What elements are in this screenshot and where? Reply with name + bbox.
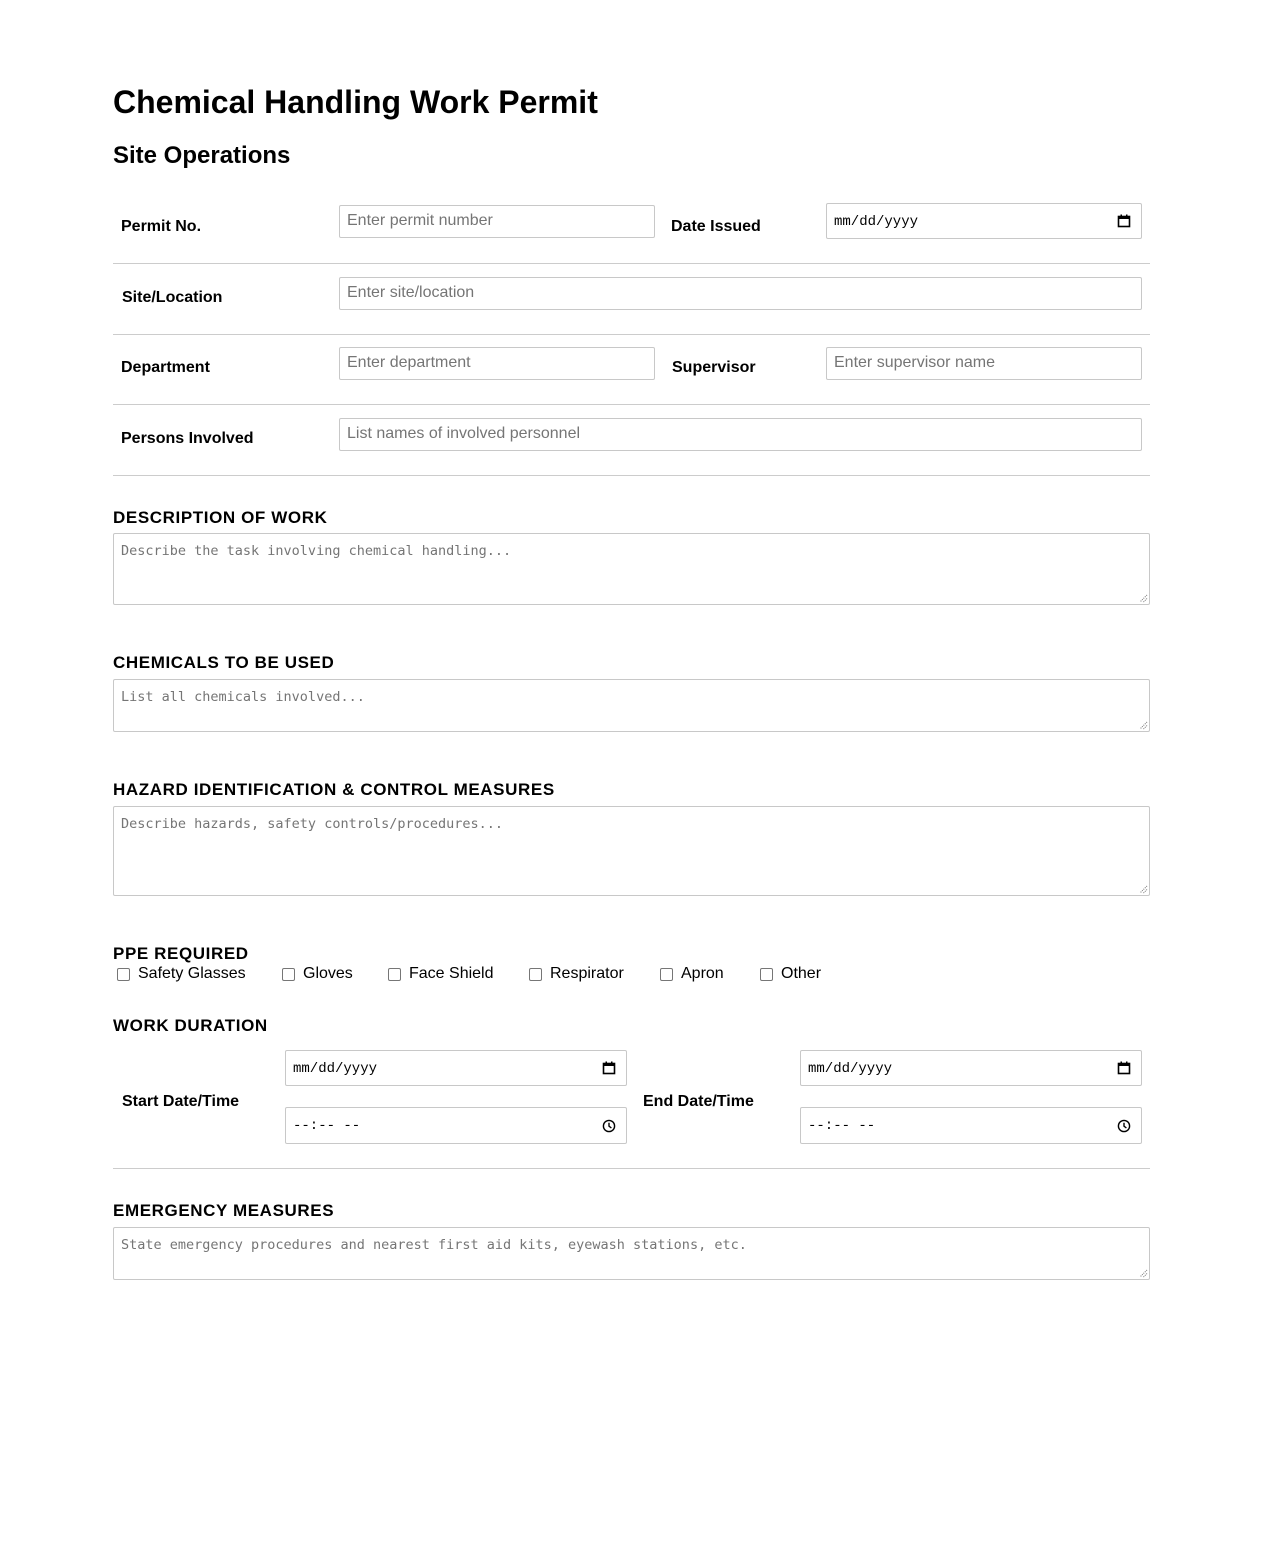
hazards-placeholder: Describe hazards, safety controls/procedures... [121,816,504,832]
site-location-label: Site/Location [122,289,223,306]
chemicals-heading: CHEMICALS TO BE USED [113,653,335,672]
department-input[interactable]: Enter department [339,347,655,380]
description-placeholder: Describe the task involving chemical handling... [121,543,512,559]
start-date-input[interactable] [285,1050,627,1086]
checkbox[interactable] [388,968,401,981]
clock-icon[interactable] [1117,1119,1131,1133]
emergency-placeholder: State emergency procedures and nearest first aid kits, eyewash stations, etc. [121,1237,747,1253]
checkbox[interactable] [529,968,542,981]
site-location-input[interactable]: Enter site/location [339,277,1142,310]
resize-handle-icon[interactable] [1138,720,1148,730]
row-department-supervisor [113,335,1150,405]
clock-icon[interactable] [602,1119,616,1133]
end-datetime-label: End Date/Time [643,1093,754,1110]
permit-no-input[interactable]: Enter permit number [339,205,655,238]
page-title: Chemical Handling Work Permit [113,84,598,120]
emergency-heading: EMERGENCY MEASURES [113,1201,335,1220]
end-time-input[interactable] [800,1107,1142,1144]
checkbox[interactable] [117,968,130,981]
end-time-value: --:-- -- [808,1118,876,1134]
permit-no-label: Permit No. [121,218,202,235]
ppe-option-respirator[interactable] [529,964,624,984]
resize-handle-icon[interactable] [1138,884,1148,894]
ppe-option-other[interactable] [760,964,821,984]
supervisor-label: Supervisor [672,359,756,376]
ppe-option-label: Gloves [303,965,353,982]
start-time-value: --:-- -- [293,1118,361,1134]
row-permit-date [113,193,1150,264]
ppe-option-gloves[interactable] [282,964,353,984]
resize-handle-icon[interactable] [1138,1268,1148,1278]
ppe-option-label: Apron [681,965,724,982]
checkbox[interactable] [660,968,673,981]
chemicals-textarea[interactable] [113,679,1150,732]
ppe-option-apron[interactable] [660,964,724,984]
end-date-value: mm/dd/yyyy [808,1061,893,1077]
date-issued-input[interactable] [826,203,1142,239]
start-time-input[interactable] [285,1107,627,1144]
checkbox[interactable] [282,968,295,981]
ppe-option-label: Respirator [550,965,624,982]
emergency-textarea[interactable] [113,1227,1150,1280]
row-work-duration [113,1040,1150,1169]
page-subtitle: Site Operations [113,142,291,169]
start-datetime-label: Start Date/Time [122,1093,240,1110]
ppe-option-label: Other [781,965,822,982]
calendar-icon[interactable] [1117,214,1131,228]
ppe-option-face-shield[interactable] [388,964,494,984]
calendar-icon[interactable] [1117,1061,1131,1075]
start-date-value: mm/dd/yyyy [293,1061,378,1077]
ppe-option-safety-glasses[interactable] [117,964,246,984]
chemicals-placeholder: List all chemicals involved... [121,689,365,705]
row-site-location [113,264,1150,335]
calendar-icon[interactable] [602,1061,616,1075]
ppe-heading: PPE REQUIRED [113,944,249,963]
end-date-input[interactable] [800,1050,1142,1086]
duration-heading: WORK DURATION [113,1016,268,1035]
supervisor-input[interactable]: Enter supervisor name [826,347,1142,380]
ppe-option-label: Face Shield [409,965,494,982]
persons-involved-label: Persons Involved [121,430,254,447]
ppe-option-label: Safety Glasses [138,965,246,982]
resize-handle-icon[interactable] [1138,593,1148,603]
checkbox[interactable] [760,968,773,981]
date-issued-value: mm/dd/yyyy [834,214,919,230]
persons-involved-input[interactable]: List names of involved personnel [339,418,1142,451]
description-heading: DESCRIPTION OF WORK [113,508,328,527]
description-textarea[interactable] [113,533,1150,605]
hazards-heading: HAZARD IDENTIFICATION & CONTROL MEASURES [113,780,555,799]
row-persons-involved [113,405,1150,476]
department-label: Department [121,359,210,376]
hazards-textarea[interactable] [113,806,1150,896]
date-issued-label: Date Issued [671,218,761,235]
